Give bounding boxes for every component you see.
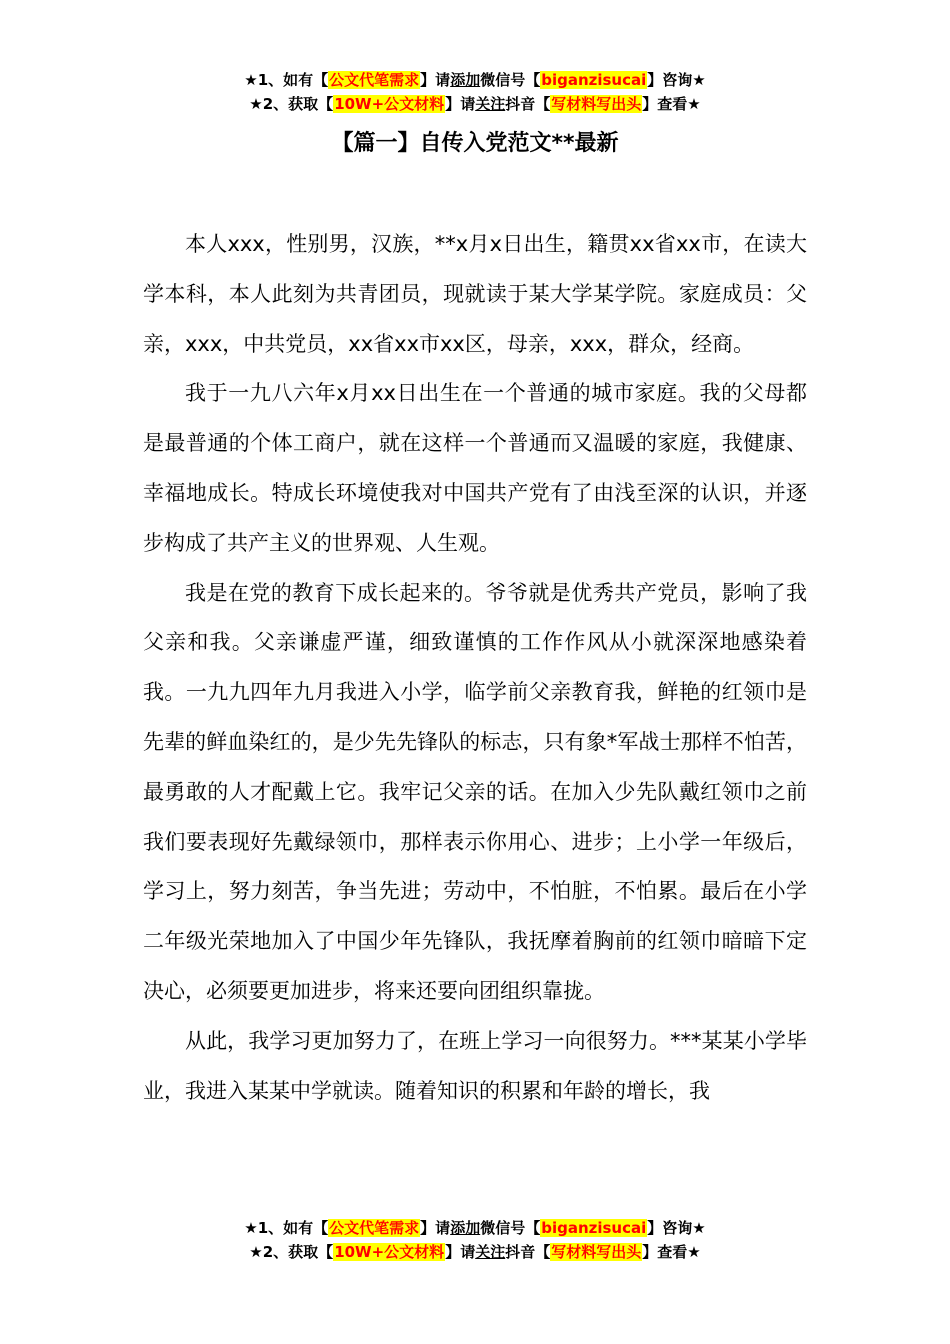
promo-highlight: biganzisucai	[541, 1219, 647, 1237]
bottom-promo-banner	[0, 1216, 950, 1264]
promo-line-2: ★2、获取【10W+公文材料】请关注抖音【写材料写出头】查看★	[249, 95, 701, 113]
body-paragraph: 本人xxx，性别男，汉族，**x月x日出生，籍贯xx省xx市，在读大学本科，本人此刻为共青团员，现就读于某大学某学院。家庭成员：父亲，xxx，中共党员，xx省xx市xx区，母亲，xxx，群众，经商。	[143, 232, 807, 356]
body-paragraph: 从此，我学习更加努力了，在班上学习一向很努力。***某某小学毕业，我进入某某中学就读。随着知识的积累和年龄的增长，我	[143, 1028, 807, 1103]
promo-line-1: ★1、如有【公文代笔需求】请添加微信号【biganzisucai】咨询★	[244, 1219, 706, 1237]
promo-highlight: 公文代笔需求	[329, 71, 420, 89]
promo-highlight: 写材料写出头	[551, 1243, 642, 1261]
promo-highlight: 10W+公文材料	[334, 1243, 445, 1261]
top-promo-banner	[0, 68, 950, 116]
promo-highlight: 写材料写出头	[551, 95, 642, 113]
body-paragraph: 我于一九八六年x月xx日出生在一个普通的城市家庭。我的父母都是最普通的个体工商户，就在这样一个普通而又温暖的家庭，我健康、幸福地成长。特成长环境使我对中国共产党有了由浅至深的认识，并逐步构成了共产主义的世界观、人生观。	[143, 381, 807, 555]
promo-highlight: 公文代笔需求	[329, 1219, 420, 1237]
promo-highlight: 10W+公文材料	[334, 95, 445, 113]
promo-line-2: ★2、获取【10W+公文材料】请关注抖音【写材料写出头】查看★	[249, 1243, 701, 1261]
document-body	[143, 220, 807, 1116]
document-title: 【篇一】自传入党范文**最新	[331, 131, 619, 156]
promo-line-1: ★1、如有【公文代笔需求】请添加微信号【biganzisucai】咨询★	[244, 71, 706, 89]
promo-highlight: biganzisucai	[541, 71, 647, 89]
body-paragraph: 我是在党的教育下成长起来的。爷爷就是优秀共产党员，影响了我父亲和我。父亲谦虚严谨，细致谨慎的工作作风从小就深深地感染着我。一九九四年九月我进入小学，临学前父亲教育我，鲜艳的红领巾是先辈的鲜血染红的，是少先先锋队的标志，只有象*军战士那样不怕苦，最勇敢的人才配戴上它。我牢记父亲的话。在加入少先队戴红领巾之前我们要表现好先戴绿领巾，那样表示你用心、进步；上小学一年级后，学习上，努力刻苦，争当先进；劳动中，不怕脏，不怕累。最后在小学二年级光荣地加入了中国少年先锋队，我抚摩着胸前的红领巾暗暗下定决心，必须要更加进步，将来还要向团组织靠拢。	[143, 580, 807, 1003]
